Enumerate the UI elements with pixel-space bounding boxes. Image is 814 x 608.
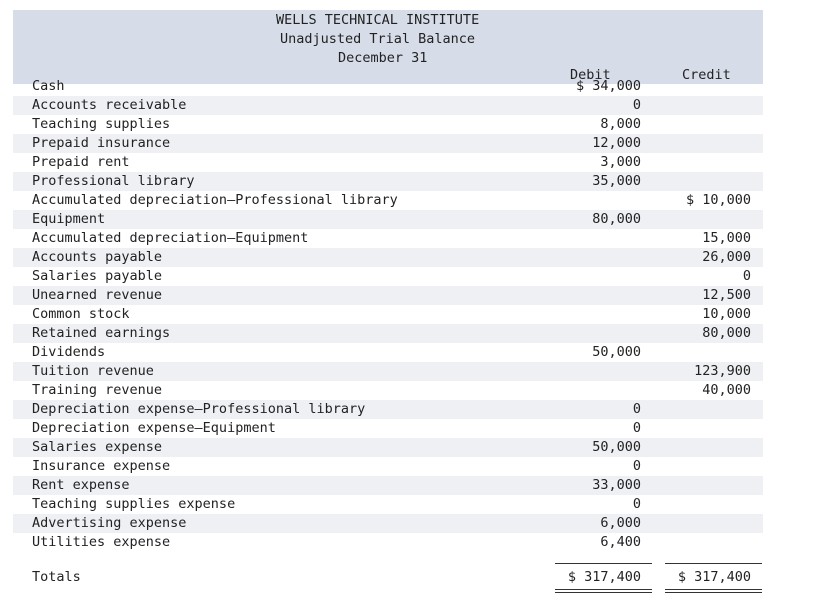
account-label: Tuition revenue — [32, 363, 154, 379]
account-row — [13, 457, 763, 476]
account-row — [13, 96, 763, 115]
account-row — [13, 172, 763, 191]
account-debit: 3,000 — [600, 154, 641, 170]
account-debit: 12,000 — [592, 135, 641, 151]
account-row — [13, 77, 763, 96]
account-row — [13, 248, 763, 267]
account-label: Training revenue — [32, 382, 163, 398]
company-name: WELLS TECHNICAL INSTITUTE — [276, 12, 480, 28]
account-label: Prepaid insurance — [32, 135, 171, 151]
account-label: Accounts payable — [32, 249, 163, 265]
account-row — [13, 324, 763, 343]
account-row — [13, 210, 763, 229]
account-debit: 6,400 — [600, 534, 641, 550]
account-credit: 80,000 — [702, 325, 751, 341]
account-row — [13, 305, 763, 324]
totals-credit: $ 317,400 — [677, 569, 751, 585]
debit-column-header: Debit — [570, 67, 611, 83]
credit-column-header: Credit — [682, 67, 731, 83]
account-debit: 35,000 — [592, 173, 641, 189]
account-debit: 0 — [632, 401, 641, 417]
account-debit: 50,000 — [592, 344, 641, 360]
account-debit: 0 — [632, 496, 641, 512]
account-credit: 40,000 — [702, 382, 751, 398]
account-credit: 15,000 — [702, 230, 751, 246]
account-row — [13, 495, 763, 514]
account-credit: 123,900 — [694, 363, 751, 379]
account-label: Retained earnings — [32, 325, 171, 341]
totals-row — [13, 566, 763, 588]
account-label: Rent expense — [32, 477, 130, 493]
totals-label: Totals — [32, 569, 81, 585]
account-credit: 12,500 — [702, 287, 751, 303]
account-debit: 0 — [632, 97, 641, 113]
account-label: Teaching supplies expense — [32, 496, 236, 512]
account-row — [13, 381, 763, 400]
account-label: Teaching supplies — [32, 116, 171, 132]
account-label: Accounts receivable — [32, 97, 187, 113]
account-row — [13, 134, 763, 153]
totals-rule-debit — [555, 563, 652, 564]
account-debit: 6,000 — [600, 515, 641, 531]
account-row — [13, 267, 763, 286]
account-label: Professional library — [32, 173, 195, 189]
totals-debit: $ 317,400 — [567, 569, 641, 585]
totals-double-rule-credit — [665, 589, 762, 593]
account-debit: 50,000 — [592, 439, 641, 455]
account-credit: 10,000 — [702, 306, 751, 322]
account-label: Depreciation expense–Professional library — [32, 401, 366, 417]
account-debit: 80,000 — [592, 211, 641, 227]
account-label: Unearned revenue — [32, 287, 163, 303]
account-label: Prepaid rent — [32, 154, 130, 170]
account-label: Salaries payable — [32, 268, 163, 284]
account-label: Accumulated depreciation–Equipment — [32, 230, 309, 246]
account-label: Insurance expense — [32, 458, 171, 474]
account-rows — [13, 77, 763, 552]
account-label: Advertising expense — [32, 515, 187, 531]
report-header — [13, 10, 763, 84]
account-label: Common stock — [32, 306, 130, 322]
account-credit: $ 10,000 — [685, 192, 751, 208]
account-debit: 0 — [632, 458, 641, 474]
account-row — [13, 115, 763, 134]
account-row — [13, 343, 763, 362]
totals-rule-credit — [665, 563, 762, 564]
trial-balance-sheet — [13, 10, 763, 84]
account-label: Salaries expense — [32, 439, 163, 455]
account-debit: 33,000 — [592, 477, 641, 493]
account-row — [13, 514, 763, 533]
account-label: Cash — [32, 78, 65, 94]
account-row — [13, 153, 763, 172]
report-date: December 31 — [338, 50, 428, 66]
account-row — [13, 419, 763, 438]
account-row — [13, 229, 763, 248]
account-row — [13, 476, 763, 495]
account-label: Accumulated depreciation–Professional library — [32, 192, 398, 208]
account-row — [13, 286, 763, 305]
account-credit: 26,000 — [702, 249, 751, 265]
account-row — [13, 362, 763, 381]
account-debit: $ 34,000 — [575, 78, 641, 94]
account-row — [13, 438, 763, 457]
account-debit: 8,000 — [600, 116, 641, 132]
account-row — [13, 400, 763, 419]
account-row — [13, 191, 763, 210]
account-label: Equipment — [32, 211, 106, 227]
account-row — [13, 533, 763, 552]
account-label: Depreciation expense–Equipment — [32, 420, 276, 436]
account-credit: 0 — [742, 268, 751, 284]
account-debit: 0 — [632, 420, 641, 436]
account-label: Utilities expense — [32, 534, 171, 550]
report-title: Unadjusted Trial Balance — [280, 31, 476, 47]
account-label: Dividends — [32, 344, 106, 360]
totals-double-rule-debit — [555, 589, 652, 593]
